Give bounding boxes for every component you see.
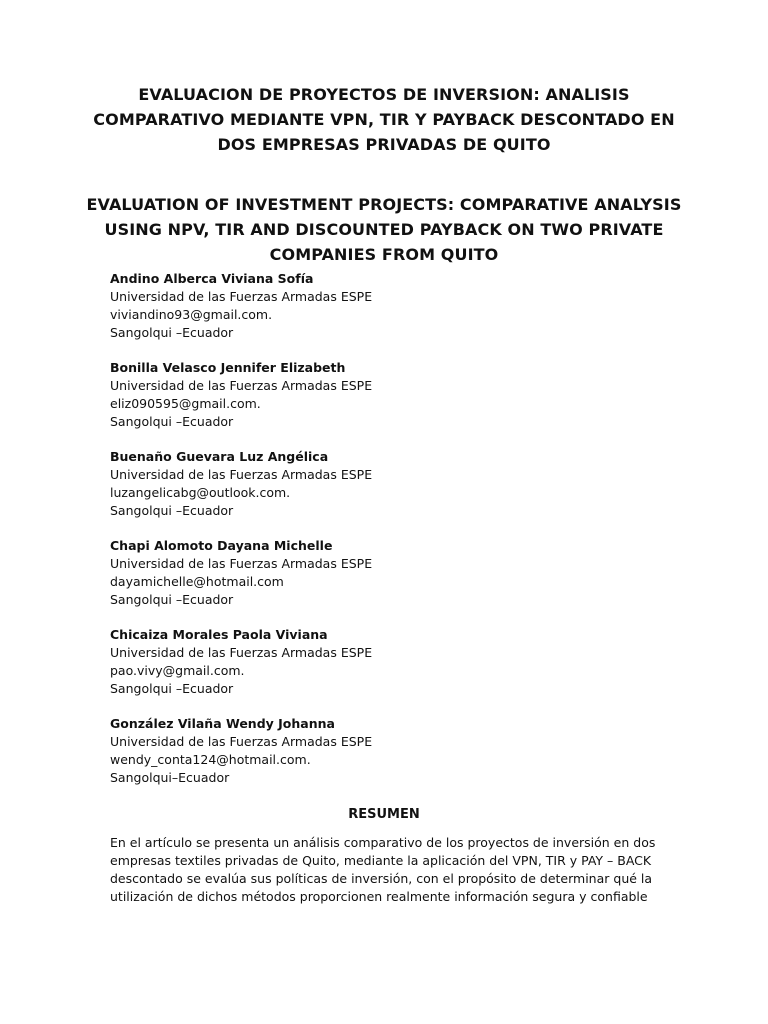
author-block-5	[110, 626, 670, 698]
author-location: Sangolqui –Ecuador	[110, 325, 234, 340]
author-email: dayamichelle@hotmail.com	[110, 574, 284, 589]
author-block-4	[110, 537, 670, 609]
title-spanish: EVALUACION DE PROYECTOS DE INVERSION: ANALISIS COMPARATIVO MEDIANTE VPN, TIR Y PAYBACK DESCONTADO EN DOS EMPRESAS PRIVADAS DE QUITO	[93, 85, 675, 154]
abstract-line: empresas textiles privadas de Quito, mediante la aplicación del VPN, TIR y PAY – BACK	[110, 853, 652, 868]
author-location: Sangolqui –Ecuador	[110, 503, 234, 518]
author-name: Buenaño Guevara Luz Angélica	[110, 449, 329, 464]
author-name: Chapi Alomoto Dayana Michelle	[110, 538, 333, 553]
author-block-3	[110, 448, 670, 520]
author-affiliation: Universidad de las Fuerzas Armadas ESPE	[110, 378, 373, 393]
author-block-1	[110, 270, 670, 342]
author-name: Andino Alberca Viviana Sofía	[110, 271, 314, 286]
author-name: Chicaiza Morales Paola Viviana	[110, 627, 328, 642]
title-english: EVALUATION OF INVESTMENT PROJECTS: COMPARATIVE ANALYSIS USING NPV, TIR AND DISCOUNTED PAYBACK ON TWO PRIVATE COMPANIES FROM QUITO	[86, 195, 682, 264]
author-location: Sangolqui –Ecuador	[110, 414, 234, 429]
author-location: Sangolqui–Ecuador	[110, 770, 230, 785]
author-email: eliz090595@gmail.com.	[110, 396, 261, 411]
author-email: wendy_conta124@hotmail.com.	[110, 752, 311, 767]
author-name: González Vilaña Wendy Johanna	[110, 716, 335, 731]
author-email: viviandino93@gmail.com.	[110, 307, 273, 322]
author-block-2	[110, 359, 670, 431]
author-affiliation: Universidad de las Fuerzas Armadas ESPE	[110, 289, 373, 304]
author-affiliation: Universidad de las Fuerzas Armadas ESPE	[110, 734, 373, 749]
author-affiliation: Universidad de las Fuerzas Armadas ESPE	[110, 467, 373, 482]
author-block-6	[110, 715, 670, 787]
abstract-line: utilización de dichos métodos proporcionen realmente información segura y confiable	[110, 889, 648, 904]
author-email: luzangelicabg@outlook.com.	[110, 485, 291, 500]
author-affiliation: Universidad de las Fuerzas Armadas ESPE	[110, 556, 373, 571]
abstract-heading: RESUMEN	[348, 807, 420, 822]
abstract-line: descontado se evalúa sus políticas de inversión, con el propósito de determinar qué la	[110, 871, 653, 886]
abstract-line: En el artículo se presenta un análisis comparativo de los proyectos de inversión en dos	[110, 835, 656, 850]
author-name: Bonilla Velasco Jennifer Elizabeth	[110, 360, 346, 375]
abstract-body	[110, 834, 658, 906]
author-location: Sangolqui –Ecuador	[110, 592, 234, 607]
author-affiliation: Universidad de las Fuerzas Armadas ESPE	[110, 645, 373, 660]
author-email: pao.vivy@gmail.com.	[110, 663, 245, 678]
author-location: Sangolqui –Ecuador	[110, 681, 234, 696]
